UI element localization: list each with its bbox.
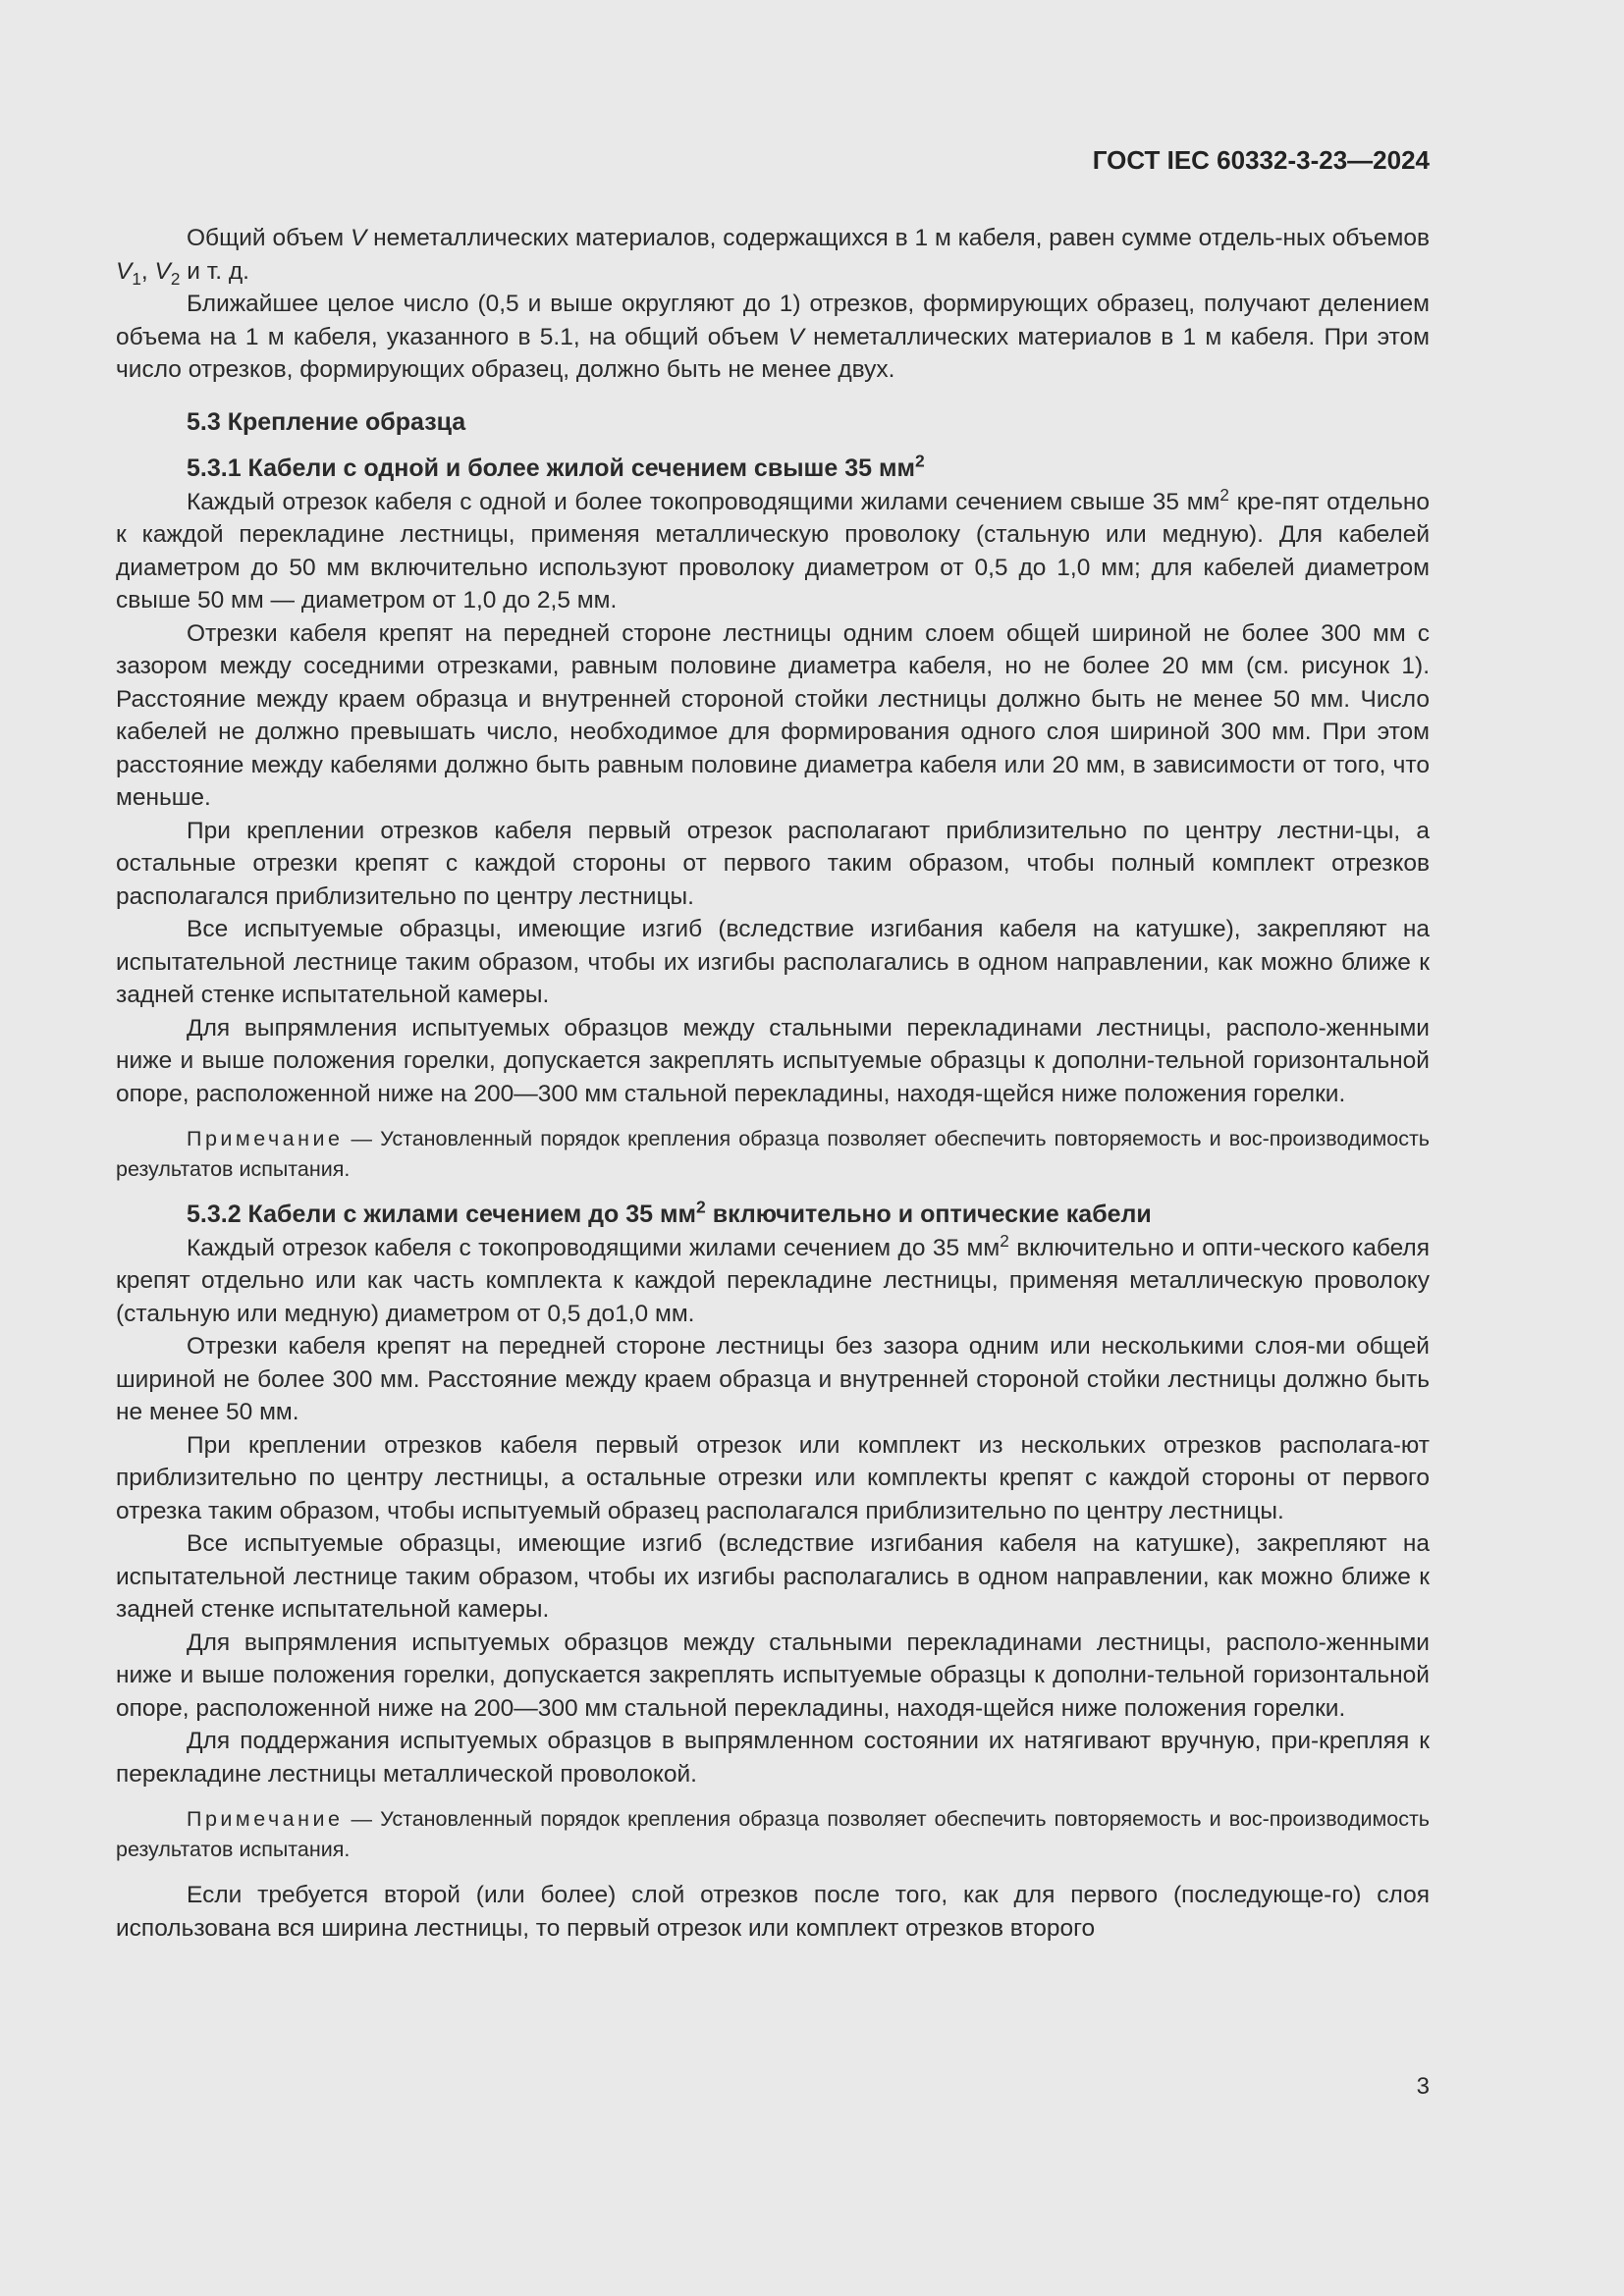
- text-run: Общий объем: [187, 225, 351, 251]
- paragraph: Отрезки кабеля крепят на передней стороне лестницы без зазора одним или несколькими слоя-ми общей шириной не более 300 мм. Расстояние между краем образца и внутренней стороной стойки лестницы должно быть не менее 50 мм.: [116, 1333, 1430, 1425]
- text-run: Каждый отрезок кабеля с одной и более токопроводящими жилами сечением свыше 35 мм: [187, 488, 1220, 515]
- note: [116, 1124, 1430, 1185]
- var-v1: V: [116, 257, 133, 285]
- note-text: — Установленный порядок крепления образца позволяет обеспечить повторяемость и вос-производимость результатов испытания.: [116, 1127, 1430, 1181]
- paragraph: [116, 486, 1430, 617]
- subscript: 1: [132, 268, 141, 289]
- superscript: 2: [1219, 484, 1229, 505]
- section-heading-5-3: 5.3 Крепление образца: [187, 407, 466, 436]
- note: [116, 1804, 1430, 1865]
- var-v2: V: [154, 257, 171, 285]
- heading-text: 5.3.2 Кабели с жилами сечением до 35 мм: [187, 1201, 697, 1228]
- heading-text: 5.3.1 Кабели с одной и более жилой сечением свыше 35 мм: [187, 454, 915, 482]
- text-run: Ближайшее целое число (0,5 и выше округляют до 1) отрезков, формирующих образец, получают делением объема на 1 м кабеля, указанного в 5.1, на общий объем: [116, 291, 1430, 350]
- paragraph: Все испытуемые образцы, имеющие изгиб (вследствие изгибания кабеля на катушке), закрепляют на испытательной лестнице таким образом, чтобы их изгибы располагались в одном направлении, как можно ближе к задней стенке испытательной камеры.: [116, 916, 1430, 1008]
- text-run: кре-пят отдельно к каждой перекладине лестницы, применяя металлическую проволоку (стальную или медную). Для кабелей диаметром до 50 мм включительно используют проволоку диаметром от 0,5 до 1,0 мм; для кабелей диаметром свыше 50 мм — диаметром от 1,0 до 2,5 мм.: [116, 488, 1430, 614]
- text-run: включительно и опти-ческого кабеля крепят отдельно или как часть комплекта к каждой перекладине лестницы, применяя металлическую проволоку (стальную или медную) диаметром от 0,5 до1,0 мм.: [116, 1234, 1430, 1327]
- paragraph: Отрезки кабеля крепят на передней стороне лестницы одним слоем общей шириной не более 300 мм с зазором между соседними отрезками, равным половине диаметра кабеля, но не более 20 мм (см. рисунок 1). Расстояние между краем образца и внутренней стороной стойки лестницы должно быть не менее 50 мм. Число кабелей не должно превышать число, необходимое для формирования одного слоя шириной 300 мм. При этом расстояние между кабелями должно быть равным половине диаметра кабеля или 20 мм, в зависимости от того, что меньше.: [116, 619, 1430, 811]
- superscript: 2: [1000, 1230, 1009, 1251]
- paragraph: Если требуется второй (или более) слой отрезков после того, как для первого (последующе-го) слоя использована вся ширина лестницы, то первый отрезок или комплект отрезков второго: [116, 1882, 1430, 1942]
- note-label: Примечание: [187, 1807, 344, 1831]
- page-number: 3: [1416, 2073, 1430, 2100]
- var-v: V: [787, 323, 804, 350]
- document-id-header: ГОСТ IEC 60332-3-23—2024: [1092, 145, 1430, 175]
- paragraph: При креплении отрезков кабеля первый отрезок или комплект из нескольких отрезков располага-ют приблизительно по центру лестницы, а остальные отрезки или комплекты крепят с каждой стороны от первого отрезка таким образом, чтобы испытуемый образец располагался приблизительно по центру лестницы.: [116, 1431, 1430, 1524]
- text-run: неметаллических материалов, содержащихся в 1 м кабеля, равен сумме отдель-ных объемов: [366, 225, 1431, 251]
- paragraph: Для поддержания испытуемых образцов в выпрямленном состоянии их натягивают вручную, при-крепляя к перекладине лестницы металлической проволокой.: [116, 1728, 1430, 1788]
- text-run: Каждый отрезок кабеля с токопроводящими жилами сечением до 35 мм: [187, 1234, 1001, 1261]
- superscript: 2: [914, 451, 925, 471]
- paragraph: Все испытуемые образцы, имеющие изгиб (вследствие изгибания кабеля на катушке), закрепляют на испытательной лестнице таким образом, чтобы их изгибы располагались в одном направлении, как можно ближе к задней стенке испытательной камеры.: [116, 1530, 1430, 1623]
- section-heading-5-3-2: [116, 1199, 1430, 1232]
- paragraph-segment-count: [116, 288, 1430, 387]
- text-run: и т. д.: [180, 257, 249, 285]
- paragraph: Для выпрямления испытуемых образцов между стальными перекладинами лестницы, располо-женными ниже и выше положения горелки, допускается закреплять испытуемые образцы к дополни-тельной горизонтальной опоре, расположенной ниже на 200—300 мм стальной перекладины, находя-щейся ниже положения горелки.: [116, 1629, 1430, 1722]
- var-v: V: [350, 225, 367, 251]
- heading-text: включительно и оптические кабели: [705, 1201, 1152, 1228]
- paragraph-total-volume: [116, 222, 1430, 288]
- text-run: ,: [140, 257, 155, 285]
- note-label: Примечание: [187, 1127, 344, 1150]
- paragraph: Для выпрямления испытуемых образцов между стальными перекладинами лестницы, располо-женными ниже и выше положения горелки, допускается закреплять испытуемые образцы к дополни-тельной горизонтальной опоре, расположенной ниже на 200—300 мм стальной перекладины, находя-щейся ниже положения горелки.: [116, 1014, 1430, 1107]
- subscript: 2: [170, 268, 181, 289]
- superscript: 2: [696, 1197, 706, 1217]
- paragraph: При креплении отрезков кабеля первый отрезок располагают приблизительно по центру лестни-цы, а остальные отрезки крепят с каждой стороны от первого таким образом, чтобы полный комплект отрезков располагался приблизительно по центру лестницы.: [116, 817, 1430, 910]
- section-heading-5-3-1: [116, 453, 1430, 486]
- note-text: — Установленный порядок крепления образца позволяет обеспечить повторяемость и вос-производимость результатов испытания.: [116, 1807, 1430, 1861]
- paragraph: [116, 1232, 1430, 1331]
- document-body: [116, 222, 1430, 1945]
- text-run: неметаллических материалов в 1 м кабеля. При этом число отрезков, формирующих образец, должно быть не менее двух.: [116, 323, 1430, 383]
